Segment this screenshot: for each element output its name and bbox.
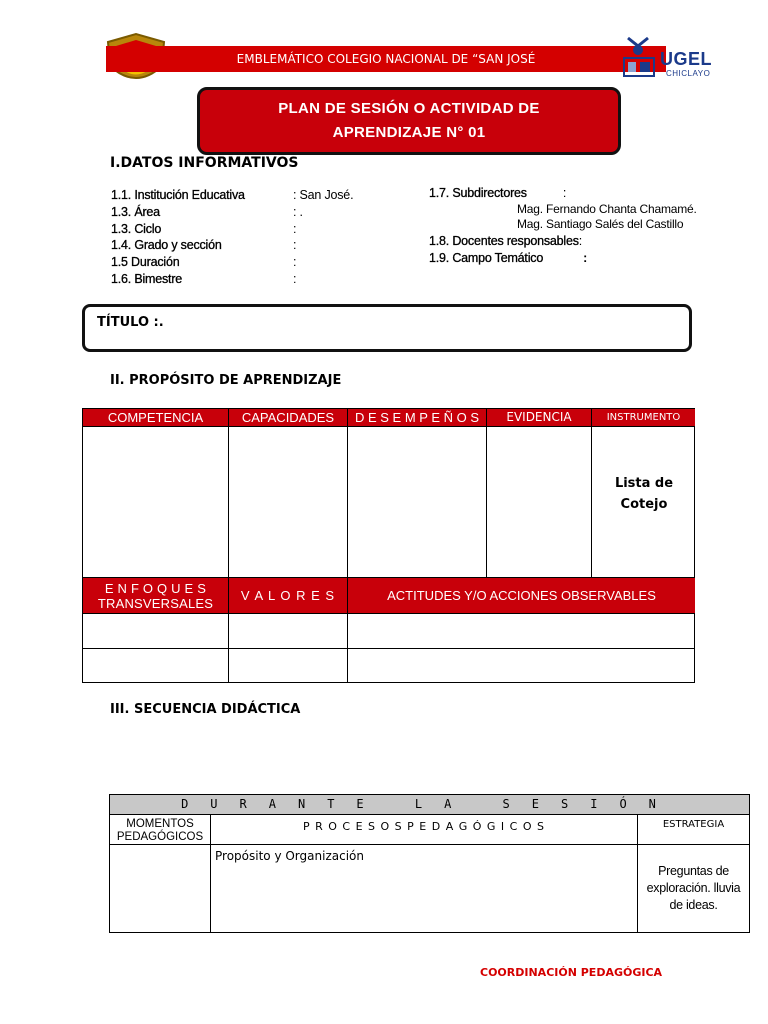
coordinacion-footer: COORDINACIÓN PEDAGÓGICA: [480, 966, 663, 979]
info-value: :: [293, 271, 297, 286]
header-competencia: COMPETENCIA: [83, 409, 229, 427]
subdirectores-label: 1.7. Subdirectores: [429, 186, 527, 200]
info-value: :: [293, 238, 297, 253]
header-valores: V A L O R E S: [229, 578, 348, 614]
ugel-place: CHICLAYO: [666, 69, 711, 78]
cell-desempenos[interactable]: [348, 427, 487, 578]
cell-competencia[interactable]: [83, 427, 229, 578]
docentes-label: 1.8. Docentes responsables: [429, 233, 579, 248]
info-label: 1.5 Duración: [111, 255, 180, 270]
section-2-heading: II. PROPÓSITO DE APRENDIZAJE: [110, 373, 342, 388]
header-estrategia: ESTRATEGIA: [638, 815, 749, 845]
info-label: 1.3. Área: [111, 204, 160, 219]
plan-title-line2: APRENDIZAJE N° 01: [332, 124, 486, 141]
cell-actitud-1[interactable]: [348, 614, 695, 649]
titulo-box: [82, 304, 692, 352]
durante-sesion-title: DURANTE LA SESIÓN: [110, 795, 749, 815]
info-value: : .: [293, 204, 303, 219]
header-actitudes: ACTITUDES Y/O ACCIONES OBSERVABLES: [348, 578, 695, 614]
info-label: 1.3. Ciclo: [111, 221, 162, 236]
titulo-label: TÍTULO :.: [97, 315, 164, 330]
subdirectores-colon: :: [562, 186, 567, 200]
cell-estrategia: [638, 845, 749, 932]
cell-momento[interactable]: [110, 845, 211, 932]
info-label: 1.4. Grado y sección: [111, 238, 222, 253]
header-capacidades: CAPACIDADES: [229, 409, 348, 427]
process-text: Propósito y Organización: [215, 849, 364, 863]
plan-title-line1: PLAN DE SESIÓN O ACTIVIDAD DE: [278, 100, 540, 117]
header-banner: EMBLEMÁTICO COLEGIO NACIONAL DE “SAN JOSÉ: [106, 46, 666, 72]
header-momentos: MOMENTOS PEDAGÓGICOS: [110, 815, 211, 845]
header-enfoques: E N F O Q U E S TRANSVERSALES: [83, 578, 229, 614]
instrument-value: Lista de Cotejo: [614, 476, 674, 512]
info-label: 1.6. Bimestre: [111, 271, 183, 286]
campo-label: 1.9. Campo Temático: [429, 250, 544, 265]
section-3-heading: III. SECUENCIA DIDÁCTICA: [110, 702, 301, 717]
cell-enfoque-1[interactable]: [83, 614, 229, 649]
cell-valor-2[interactable]: [229, 649, 348, 683]
info-left-values: [293, 187, 413, 288]
section-1-heading: I.DATOS INFORMATIVOS: [110, 155, 299, 171]
info-left-labels: [111, 187, 291, 288]
subdirector-name: Mag. Fernando Chanta Chamamé.: [517, 201, 697, 216]
cell-valor-1[interactable]: [229, 614, 348, 649]
info-label: 1.1. Institución Educativa: [111, 188, 245, 202]
competencia-table: [82, 408, 695, 683]
cell-enfoque-2[interactable]: [83, 649, 229, 683]
cell-instrumento: [592, 427, 695, 578]
docentes-colon: :: [578, 233, 583, 248]
header-desempenos: D E S E M P E Ñ O S: [348, 409, 487, 427]
info-value: :: [293, 255, 297, 270]
info-value: :: [293, 221, 297, 236]
header-instrumento: INSTRUMENTO: [592, 409, 695, 427]
subdirector-name: Mag. Santiago Salés del Castillo: [517, 217, 684, 232]
header-procesos: P R O C E S O S P E D A G Ó G I C O S: [211, 815, 638, 845]
info-value: : San José.: [293, 188, 354, 202]
plan-title-box: [197, 87, 621, 155]
secuencia-table: [109, 794, 750, 933]
cell-proceso: [211, 845, 638, 932]
cell-evidencia[interactable]: [487, 427, 592, 578]
header-evidencia: EVIDENCIA: [487, 409, 592, 427]
cell-actitud-2[interactable]: [348, 649, 695, 683]
info-right: [429, 185, 729, 266]
cell-capacidades[interactable]: [229, 427, 348, 578]
ugel-name: UGEL: [660, 49, 713, 69]
strategy-text: Preguntas de exploración. lluvia de ideas.: [646, 864, 741, 912]
campo-colon: :: [583, 250, 588, 265]
